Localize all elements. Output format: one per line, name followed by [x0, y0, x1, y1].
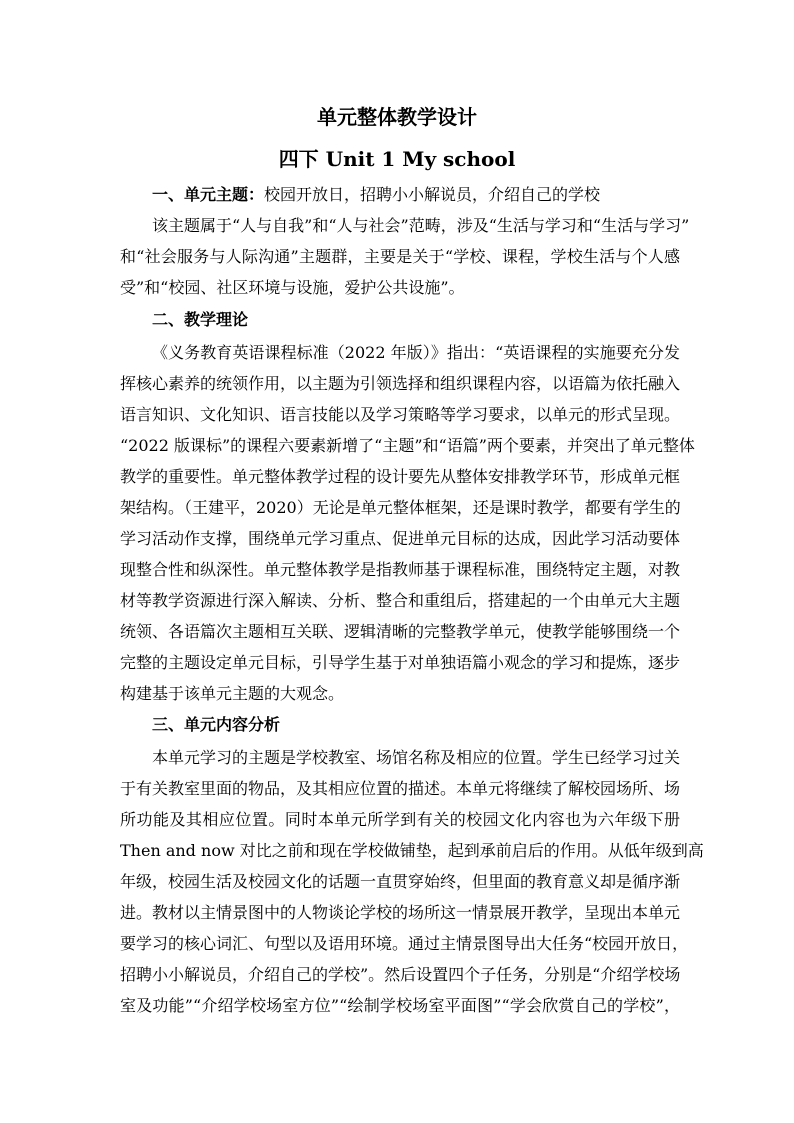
section1-heading: 一、单元主题： — [152, 185, 265, 204]
document-subtitle: 四下 Unit 1 My school — [278, 147, 516, 171]
paragraph-line: “2022 版课标”的课程六要素新增了“主题”和“语篇”两个要素，并突出了单元整体 — [120, 436, 695, 455]
paragraph-line: 统领、各语篇次主题相互关联、逻辑清晰的完整教学单元，使教学能够围绕一个 — [120, 622, 681, 641]
paragraph-line: 年级，校园生活及校园文化的话题一直贯穿始终，但里面的教育意义却是循序渐 — [120, 872, 681, 891]
paragraph-line: 教学的重要性。单元整体教学过程的设计要先从整体安排教学环节，形成单元框 — [120, 467, 681, 486]
paragraph-line: 受”和“校园、社区环境与设施，爱护公共设施”。 — [120, 278, 465, 297]
section3-heading-line — [152, 714, 280, 736]
paragraph-line: 现整合性和纵深性。单元整体教学是指教师基于课程标准，围绕特定主题，对教 — [120, 560, 681, 579]
paragraph-line: 要学习的核心词汇、句型以及语用环境。通过主情景图导出大任务“校园开放日， — [120, 934, 689, 953]
paragraph-line: 《义务教育英语课程标准（2022 年版）》指出：“英语课程的实施要充分发 — [152, 343, 680, 362]
paragraph-line: 挥核心素养的统领作用，以主题为引领选择和组织课程内容，以语篇为依托融入 — [120, 374, 681, 393]
section1-heading-line — [152, 184, 600, 206]
paragraph-line: 室及功能”“介绍学校场室方位”“绘制学校场室平面图”“学会欣赏自己的学校”， — [120, 996, 680, 1015]
paragraph-line: 语言知识、文化知识、语言技能以及学习策略等学习要求，以单元的形式呈现。 — [120, 405, 681, 424]
paragraph-line: 和“社会服务与人际沟通”主题群，主要是关于“学校、课程，学校生活与个人感 — [120, 247, 680, 266]
section2-heading: 二、教学理论 — [152, 310, 249, 329]
paragraph-line: Then and now 对比之前和现在学校做铺垫，起到承前启后的作用。从低年级到高 — [120, 841, 704, 860]
document-title: 单元整体教学设计 — [317, 105, 477, 129]
section2-heading-line — [152, 309, 248, 331]
paragraph-line: 进。教材以主情景图中的人物谈论学校的场所这一情景展开教学，呈现出本单元 — [120, 903, 681, 922]
paragraph-line: 学习活动作支撑，围绕单元学习重点、促进单元目标的达成，因此学习活动要体 — [120, 529, 681, 548]
paragraph-line: 于有关教室里面的物品，及其相应位置的描述。本单元将继续了解校园场所、场 — [120, 779, 681, 798]
paragraph-line: 构建基于该单元主题的大观念。 — [120, 684, 345, 703]
section3-heading: 三、单元内容分析 — [152, 715, 281, 734]
paragraph-line: 本单元学习的主题是学校教室、场馆名称及相应的位置。学生已经学习过关 — [152, 748, 681, 767]
section1-theme: 校园开放日，招聘小小解说员，介绍自己的学校 — [264, 185, 601, 204]
paragraph-line: 该主题属于“人与自我”和“人与社会”范畴，涉及“生活与学习和“生活与学习” — [152, 216, 690, 235]
paragraph-line: 所功能及其相应位置。同时本单元所学到有关的校园文化内容也为六年级下册 — [120, 810, 680, 829]
paragraph-line: 招聘小小解说员，介绍自己的学校”。然后设置四个子任务，分别是“介绍学校场 — [120, 965, 681, 984]
paragraph-line: 材等教学资源进行深入解读、分析、整合和重组后，搭建起的一个由单元大主题 — [120, 591, 681, 610]
paragraph-line: 完整的主题设定单元目标，引导学生基于对单独语篇小观念的学习和提炼，逐步 — [120, 653, 681, 672]
paragraph-line: 架结构。（王建平，2020）无论是单元整体框架，还是课时教学，都要有学生的 — [120, 498, 681, 517]
